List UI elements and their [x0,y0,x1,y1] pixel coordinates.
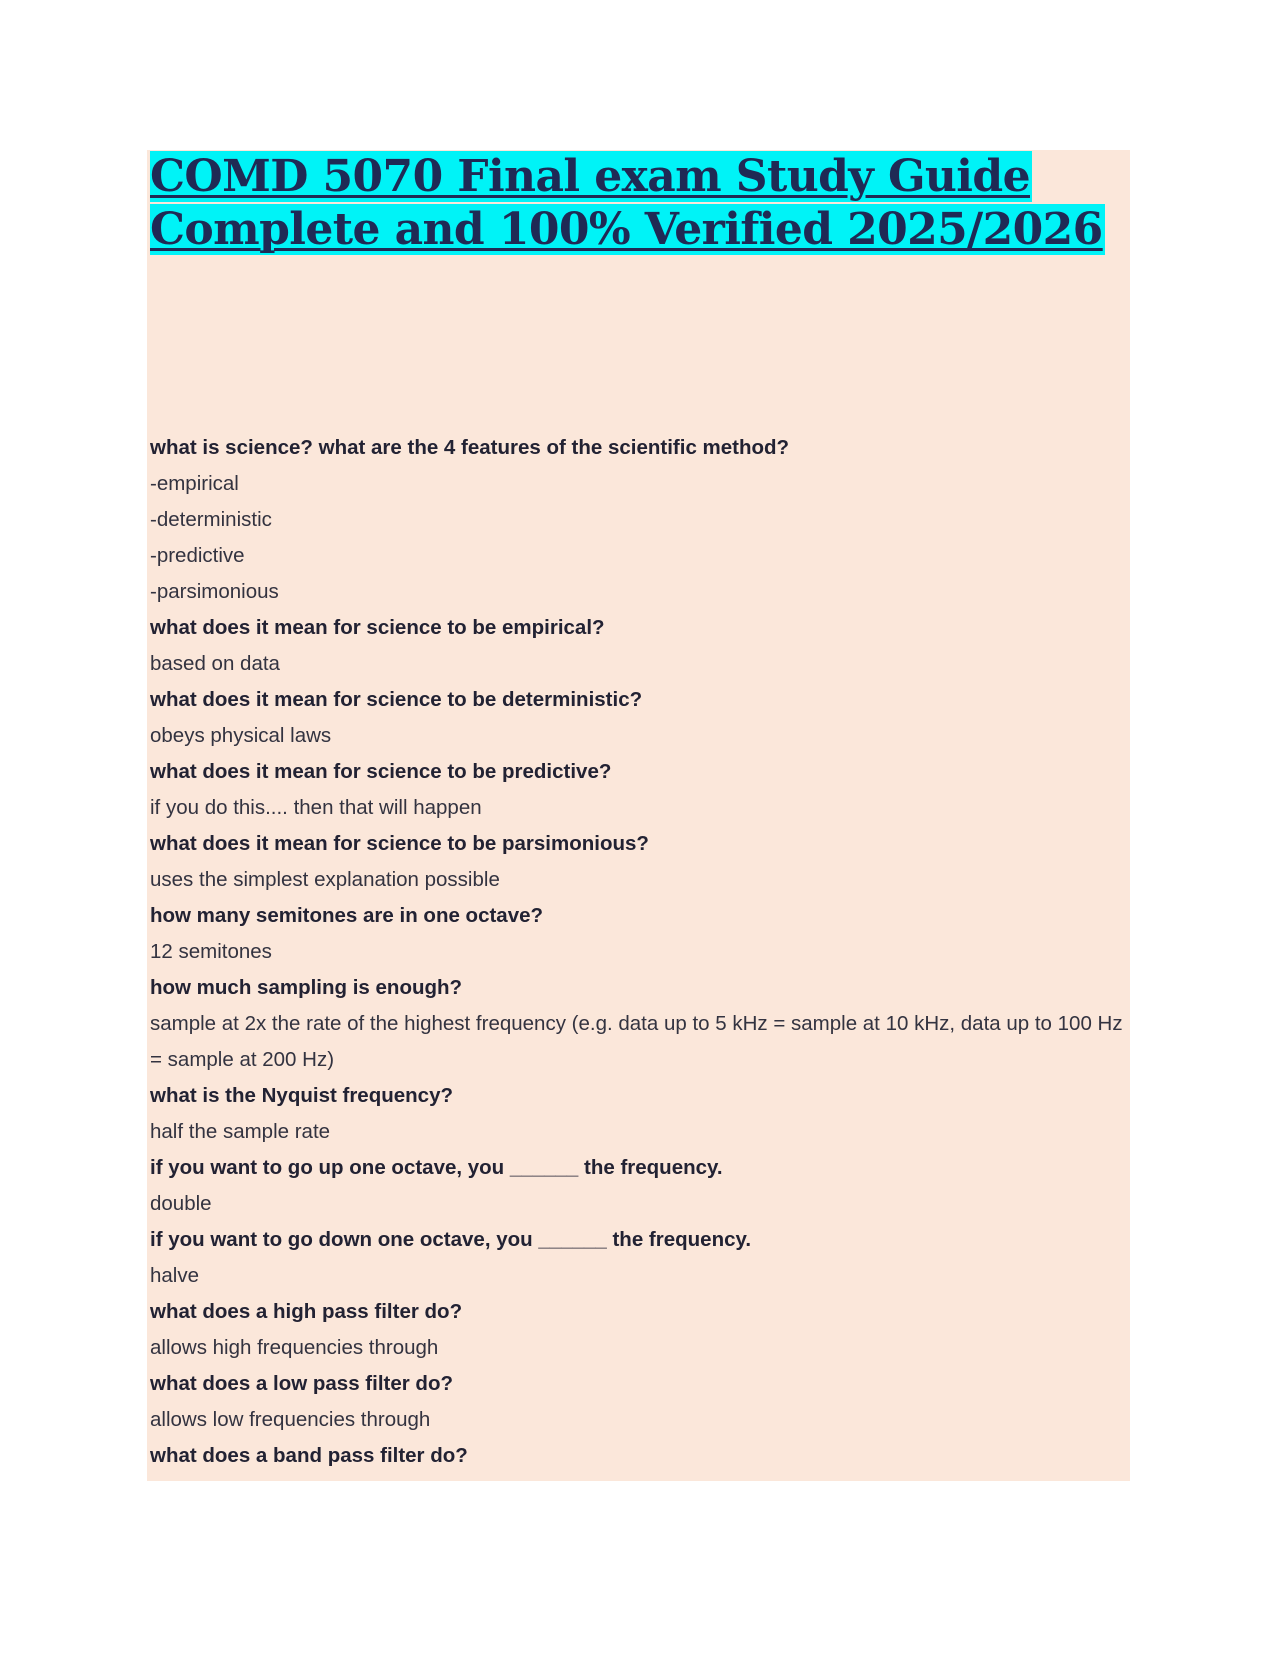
answer-text: sample at 2x the rate of the highest frequency (e.g. data up to 5 kHz = sample at 10 kHz, data up to 100 Hz = sample at 200 Hz) [150,1012,1123,1071]
question-text: what does it mean for science to be empirical? [150,616,605,639]
question-text: how much sampling is enough? [150,976,463,999]
answer-text: double [150,1192,212,1215]
question-text: what does a band pass filter do? [150,1444,468,1467]
answer-text: allows low frequencies through [150,1408,431,1431]
answer-text: if you do this.... then that will happen [150,796,482,819]
answer-text: uses the simplest explanation possible [150,868,500,891]
answer-text: half the sample rate [150,1120,331,1143]
answer-text: allows high frequencies through [150,1336,439,1359]
answer-text: -deterministic [150,508,272,531]
answer-text: -empirical [150,472,239,495]
answer-text: halve [150,1264,200,1287]
question-text: what does it mean for science to be predictive? [150,760,612,783]
document-title [150,150,1125,256]
answer-text: -parsimonious [150,580,279,603]
question-text: what is the Nyquist frequency? [150,1084,453,1107]
question-text: if you want to go up one octave, you ______ the frequency. [150,1156,723,1179]
question-text: what does it mean for science to be deterministic? [150,688,643,711]
question-text: what does a high pass filter do? [150,1300,463,1323]
answer-text: obeys physical laws [150,724,332,747]
answer-text: based on data [150,652,280,675]
answer-text: 12 semitones [150,940,272,963]
answer-text: -predictive [150,544,245,567]
question-text: what does a low pass filter do? [150,1372,453,1395]
question-text: if you want to go down one octave, you ______ the frequency. [150,1228,752,1251]
study-guide-list [150,430,1125,1474]
question-text: what is science? what are the 4 features of the scientific method? [150,436,790,459]
question-text: what does it mean for science to be parsimonious? [150,832,649,855]
document-title-text: COMD 5070 Final exam Study Guide Complete and 100% Verified 2025/2026 [150,151,1103,255]
question-text: how many semitones are in one octave? [150,904,544,927]
